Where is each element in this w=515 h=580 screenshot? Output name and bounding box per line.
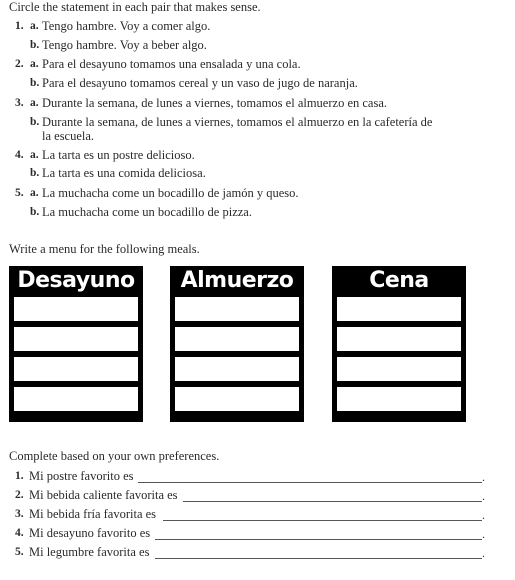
- item-number: 3.: [15, 97, 24, 109]
- menu-entry-field[interactable]: [14, 327, 138, 351]
- menu-title: Cena: [369, 268, 429, 293]
- menu-entry-field[interactable]: [14, 297, 138, 321]
- option-letter-b: b.: [30, 77, 40, 89]
- pref-answer-line[interactable]: [155, 539, 482, 540]
- end-period: .: [482, 527, 485, 541]
- pref-prompt: Mi desayuno favorito es: [29, 526, 151, 540]
- pref-prompt: Mi postre favorito es: [29, 469, 134, 483]
- menu-entry-field[interactable]: [337, 297, 461, 321]
- pref-answer-line[interactable]: [155, 558, 482, 559]
- section2-instruction: Write a menu for the following meals.: [9, 242, 200, 256]
- option-b-text[interactable]: Tengo hambre. Voy a beber algo.: [42, 38, 207, 52]
- menu-entry-field[interactable]: [175, 327, 299, 351]
- item-number: 2.: [15, 58, 24, 70]
- option-letter-a: a.: [30, 187, 39, 199]
- menu-entry-field[interactable]: [337, 357, 461, 381]
- item-number: 5.: [15, 187, 24, 199]
- option-letter-b: b.: [30, 39, 40, 51]
- pref-prompt: Mi legumbre favorita es: [29, 545, 150, 559]
- option-letter-a: a.: [30, 149, 39, 161]
- option-b-text[interactable]: Para el desayuno tomamos cereal y un vaso de jugo de naranja.: [42, 76, 358, 90]
- pref-number: 1.: [15, 470, 24, 482]
- option-a-text[interactable]: Tengo hambre. Voy a comer algo.: [42, 19, 211, 33]
- menu-entry-field[interactable]: [14, 387, 138, 411]
- menu-card-desayuno: [9, 266, 143, 422]
- pref-answer-line[interactable]: [163, 520, 482, 521]
- end-period: .: [482, 470, 485, 484]
- pref-prompt: Mi bebida fría favorita es: [29, 507, 157, 521]
- option-letter-b: b.: [30, 206, 40, 218]
- option-b-text-continued[interactable]: la escuela.: [42, 129, 95, 143]
- pref-number: 4.: [15, 527, 24, 539]
- option-letter-a: a.: [30, 97, 39, 109]
- menu-entry-field[interactable]: [337, 327, 461, 351]
- menu-entry-field[interactable]: [175, 387, 299, 411]
- pref-answer-line[interactable]: [183, 501, 482, 502]
- option-b-text[interactable]: Durante la semana, de lunes a viernes, tomamos el almuerzo en la cafetería de: [42, 115, 433, 129]
- pref-number: 3.: [15, 508, 24, 520]
- option-a-text[interactable]: La muchacha come un bocadillo de jamón y queso.: [42, 186, 299, 200]
- option-letter-a: a.: [30, 20, 39, 32]
- menu-title: Almuerzo: [180, 268, 294, 293]
- item-number: 4.: [15, 149, 24, 161]
- option-a-text[interactable]: La tarta es un postre delicioso.: [42, 148, 195, 162]
- menu-entry-field[interactable]: [337, 387, 461, 411]
- end-period: .: [482, 508, 485, 522]
- section3-instruction: Complete based on your own preferences.: [9, 449, 220, 463]
- option-letter-b: b.: [30, 167, 40, 179]
- menu-title: Desayuno: [17, 268, 135, 293]
- end-period: .: [482, 546, 485, 560]
- end-period: .: [482, 489, 485, 503]
- pref-number: 5.: [15, 546, 24, 558]
- pref-number: 2.: [15, 489, 24, 501]
- item-number: 1.: [15, 20, 24, 32]
- menu-entry-field[interactable]: [14, 357, 138, 381]
- menu-card-cena: [332, 266, 466, 422]
- option-b-text[interactable]: La tarta es una comida deliciosa.: [42, 166, 206, 180]
- pref-answer-line[interactable]: [138, 482, 482, 483]
- option-letter-a: a.: [30, 58, 39, 70]
- option-a-text[interactable]: Durante la semana, de lunes a viernes, tomamos el almuerzo en casa.: [42, 96, 388, 110]
- option-letter-b: b.: [30, 116, 40, 128]
- menu-entry-field[interactable]: [175, 357, 299, 381]
- option-a-text[interactable]: Para el desayuno tomamos una ensalada y una cola.: [42, 57, 301, 71]
- pref-prompt: Mi bebida caliente favorita es: [29, 488, 178, 502]
- section1-instruction: Circle the statement in each pair that makes sense.: [9, 0, 261, 14]
- option-b-text[interactable]: La muchacha come un bocadillo de pizza.: [42, 205, 252, 219]
- menu-entry-field[interactable]: [175, 297, 299, 321]
- menu-card-almuerzo: [170, 266, 304, 422]
